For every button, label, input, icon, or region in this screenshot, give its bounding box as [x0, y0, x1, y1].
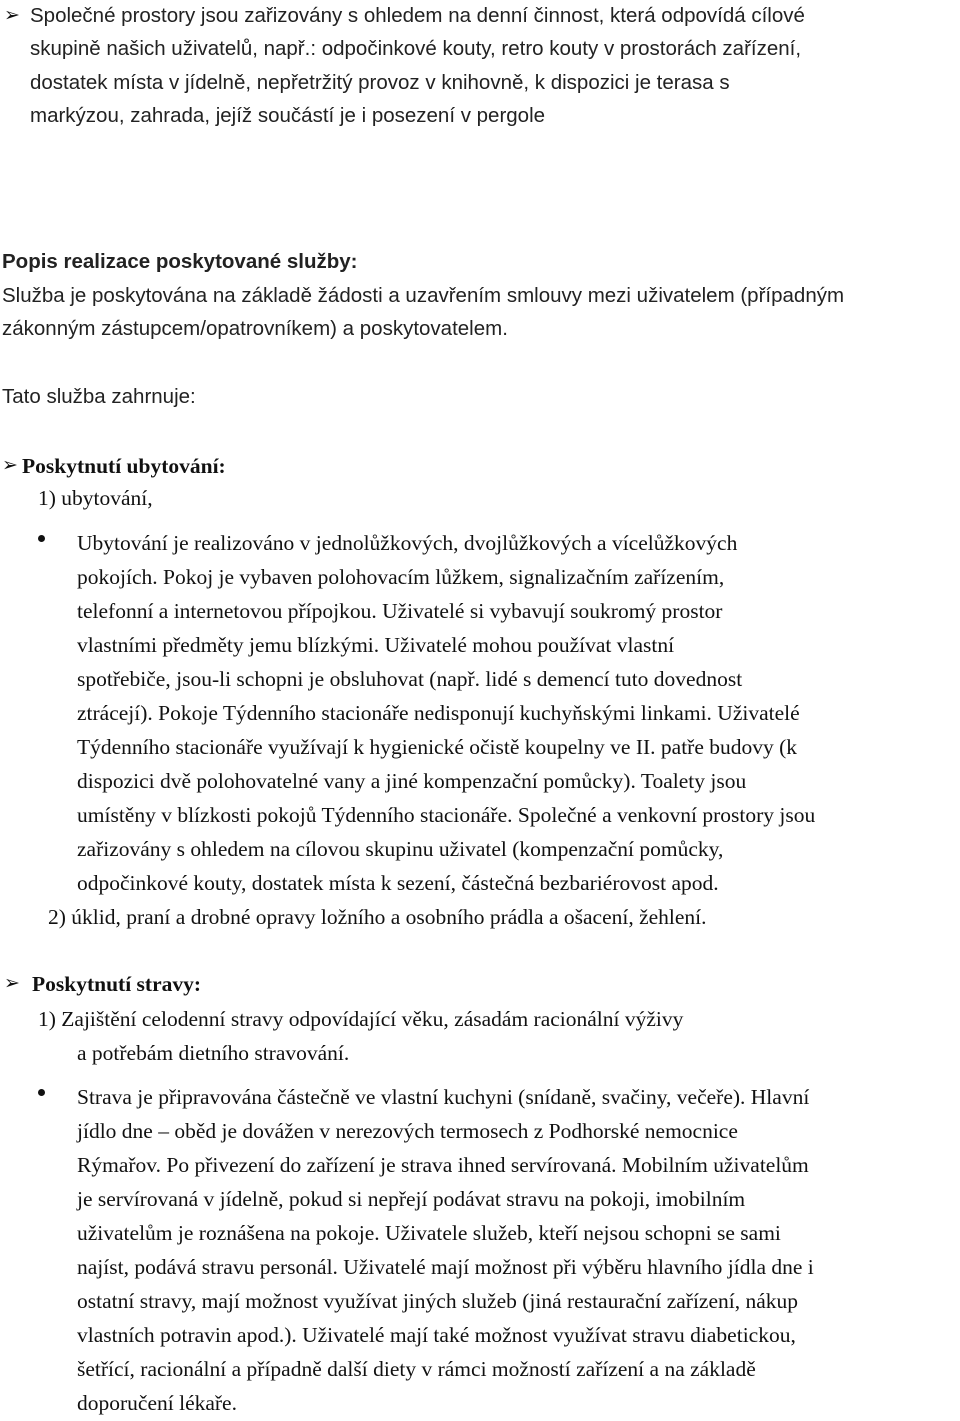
- accommodation-detail-5: spotřebiče, jsou-li schopni je obsluhovat (např. lidé s demencí tuto dovednost: [77, 667, 743, 691]
- accommodation-detail-11: odpočinkové kouty, dostatek místa k sezení, částečná bezbariérovost apod.: [77, 871, 719, 895]
- food-detail-4: je servírovaná v jídelně, pokud si nepřejí podávat stravu na pokoji, imobilním: [77, 1187, 746, 1211]
- accommodation-heading: Poskytnutí ubytování:: [22, 454, 226, 478]
- food-detail-7: ostatní stravy, mají možnost využívat jiných služeb (jiná restaurační zařízení, nákup: [77, 1289, 799, 1313]
- accommodation-detail-6: ztrácejí). Pokoje Týdenního stacionáře nedisponují kuchyňskými linkami. Uživatelé: [77, 701, 800, 725]
- food-detail-6: najíst, podává stravu personál. Uživatelé mají možnost při výběru hlavního jídla dne i: [77, 1255, 814, 1279]
- intro-line-2: skupině našich uživatelů, např.: odpočinkové kouty, retro kouty v prostorách zařízení,: [30, 37, 802, 60]
- accommodation-detail-3: telefonní a internetovou přípojkou. Uživatelé si vybavují soukromý prostor: [77, 599, 723, 623]
- accommodation-item-2: 2) úklid, praní a drobné opravy ložního a osobního prádla a ošacení, žehlení.: [48, 905, 707, 929]
- food-heading: Poskytnutí stravy:: [32, 972, 202, 996]
- accommodation-bullet-icon: [38, 535, 45, 542]
- food-arrow-icon: ➢: [4, 973, 20, 994]
- food-detail-10: doporučení lékaře.: [77, 1391, 237, 1415]
- realization-heading: Popis realizace poskytované služby:: [2, 250, 358, 273]
- food-detail-9: šetřící, racionální a případně další diety v rámci možností zařízení a na základě: [77, 1357, 756, 1381]
- accommodation-detail-7: Týdenního stacionáře využívají k hygienické očistě koupelny ve II. patře budovy (k: [77, 735, 798, 759]
- food-item-1-line-1: 1) Zajištění celodenní stravy odpovídající věku, zásadám racionální výživy: [38, 1007, 684, 1031]
- accommodation-detail-4: vlastními předměty jemu blízkými. Uživatelé mohou používat vlastní: [77, 633, 675, 657]
- food-detail-8: vlastních potravin apod.). Uživatelé mají také možnost využívat stravu diabetickou,: [77, 1323, 796, 1347]
- food-item-1-line-2: a potřebám dietního stravování.: [77, 1041, 350, 1065]
- realization-includes: Tato služba zahrnuje:: [2, 385, 196, 408]
- accommodation-item-1: 1) ubytování,: [38, 486, 153, 510]
- accommodation-detail-8: dispozici dvě polohovatelné vany a jiné kompenzační pomůcky). Toalety jsou: [77, 769, 747, 793]
- accommodation-detail-9: umístěny v blízkosti pokojů Týdenního stacionáře. Společné a venkovní prostory jsou: [77, 803, 816, 827]
- intro-line-3: dostatek místa v jídelně, nepřetržitý provoz v knihovně, k dispozici je terasa s: [30, 71, 730, 94]
- intro-line-1: Společné prostory jsou zařizovány s ohledem na denní činnost, která odpovídá cílové: [30, 4, 805, 27]
- accommodation-detail-2: pokojích. Pokoj je vybaven polohovacím lůžkem, signalizačním zařízením,: [77, 565, 725, 589]
- accommodation-arrow-icon: ➢: [2, 455, 18, 476]
- realization-line-1: Služba je poskytována na základě žádosti a uzavřením smlouvy mezi uživatelem (případným: [2, 284, 845, 307]
- accommodation-detail-10: zařizovány s ohledem na cílovou skupinu uživatel (kompenzační pomůcky,: [77, 837, 724, 861]
- intro-bullet-icon: ➢: [4, 5, 20, 26]
- intro-line-4: markýzou, zahrada, jejíž součástí je i posezení v pergole: [30, 104, 546, 127]
- accommodation-detail-1: Ubytování je realizováno v jednolůžkových, dvojlůžkových a vícelůžkových: [77, 531, 738, 555]
- food-bullet-icon: [38, 1089, 45, 1096]
- food-detail-3: Rýmařov. Po přivezení do zařízení je strava ihned servírovaná. Mobilním uživatelům: [77, 1153, 809, 1177]
- food-detail-1: Strava je připravována částečně ve vlastní kuchyni (snídaně, svačiny, večeře). Hlavní: [77, 1085, 810, 1109]
- realization-line-2: zákonným zástupcem/opatrovníkem) a poskytovatelem.: [2, 317, 508, 340]
- food-detail-5: uživatelům je roznášena na pokoje. Uživatele služeb, kteří nejsou schopni se sami: [77, 1221, 781, 1245]
- food-detail-2: jídlo dne – oběd je dovážen v nerezových termosech z Podhorské nemocnice: [77, 1119, 738, 1143]
